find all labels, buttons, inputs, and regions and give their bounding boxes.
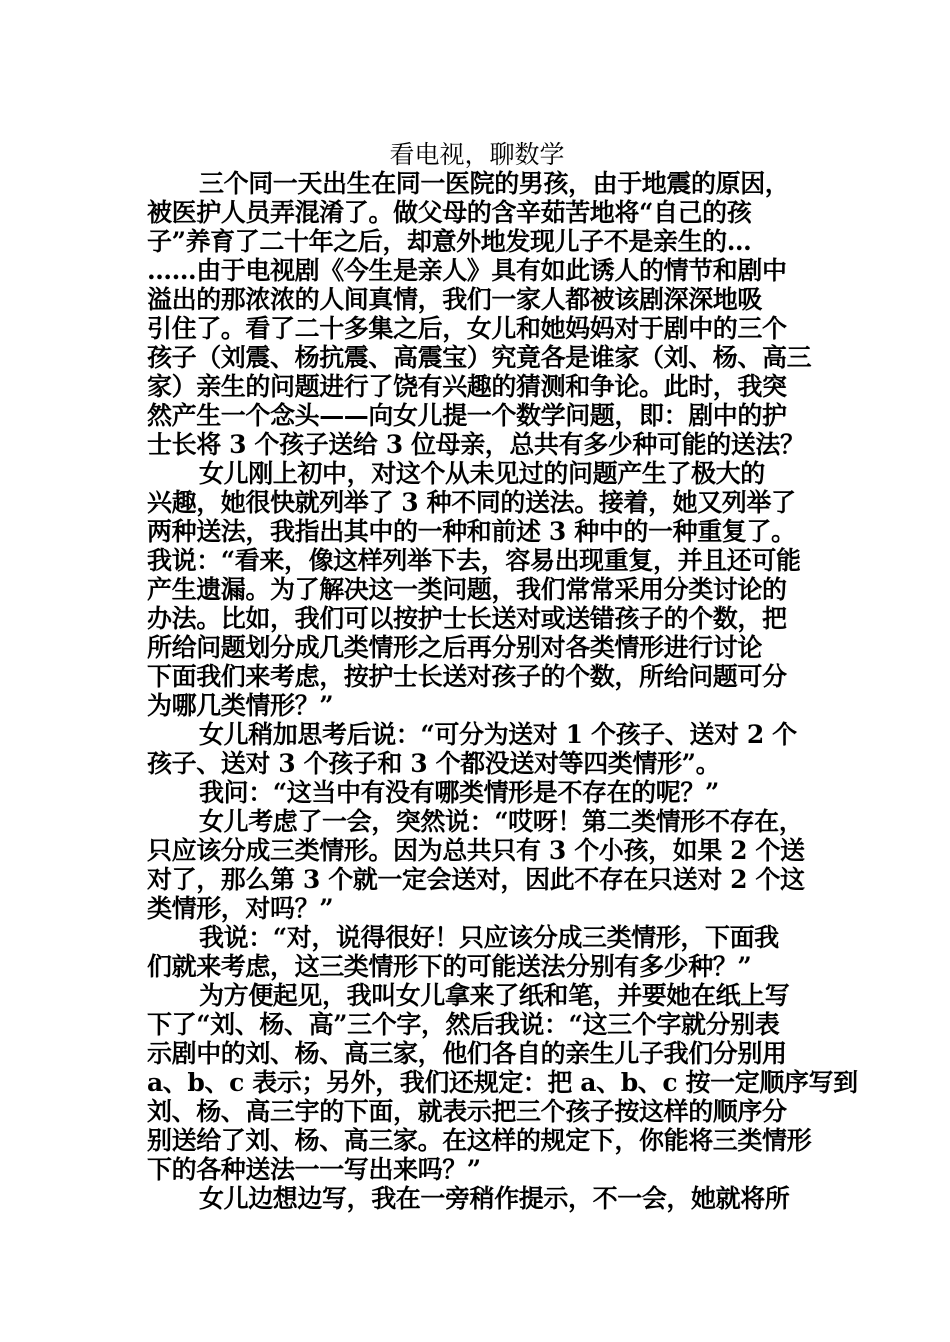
paragraph-line: a、b、c 表示；另外，我们还规定：把 a、b、c 按一定顺序写到 [147, 1068, 858, 1097]
paragraph-line: 下了“刘、杨、高”三个字，然后我说：“这三个字就分别表 [147, 1010, 780, 1039]
paragraph-line: 兴趣，她很快就列举了 3 种不同的送法。接着，她又列举了 [147, 488, 796, 517]
paragraph-line: 两种送法，我指出其中的一种和前述 3 种中的一种重复了。 [147, 517, 796, 546]
paragraph-line: 女儿边想边写，我在一旁稍作提示，不一会，她就将所 [199, 1184, 790, 1213]
paragraph-line: 然产生一个念头——向女儿提一个数学问题，即：剧中的护 [147, 401, 787, 430]
paragraph-line: 刘、杨、高三宇的下面，就表示把三个孩子按这样的顺序分 [147, 1097, 787, 1126]
paragraph-line: 为方便起见，我叫女儿拿来了纸和笔，并要她在纸上写 [199, 981, 790, 1010]
paragraph-line: 示剧中的刘、杨、高三家，他们各自的亲生儿子我们分别用 [147, 1039, 787, 1068]
paragraph-line: 女儿刚上初中，对这个从未见过的问题产生了极大的 [199, 459, 765, 488]
paragraph-line: 女儿稍加思考后说：“可分为送对 1 个孩子、送对 2 个 [199, 720, 797, 749]
paragraph-line: 产生遗漏。为了解决这一类问题，我们常常采用分类讨论的 [147, 575, 787, 604]
paragraph-line: 引住了。看了二十多集之后，女儿和她妈妈对于剧中的三个 [147, 314, 787, 343]
paragraph-line: 三个同一天出生在同一医院的男孩，由于地震的原因， [199, 169, 790, 198]
paragraph-line: 女儿考虑了一会，突然说：“哎呀！第二类情形不存在， [199, 807, 804, 836]
paragraph-line: 我说：“对，说得很好！只应该分成三类情形，下面我 [199, 923, 779, 952]
paragraph-line: 我问：“这当中有没有哪类情形是不存在的呢？” [199, 778, 719, 807]
document-body [147, 140, 858, 1213]
paragraph-line: 下的各种送法一一写出来吗？” [147, 1155, 481, 1184]
paragraph-line: 对了，那么第 3 个就一定会送对，因此不存在只送对 2 个这 [147, 865, 805, 894]
paragraph-line: 下面我们来考虑，按护士长送对孩子的个数，所给问题可分 [147, 662, 787, 691]
paragraph-line: 我说：“看来，像这样列举下去，容易出现重复，并且还可能 [147, 546, 801, 575]
paragraph-line: 子”养育了二十年之后，却意外地发现儿子不是亲生的… [147, 227, 752, 256]
paragraph-line: 办法。比如，我们可以按护士长送对或送错孩子的个数，把 [147, 604, 787, 633]
paragraph-line: 别送给了刘、杨、高三家。在这样的规定下，你能将三类情形 [147, 1126, 812, 1155]
paragraph-line: 被医护人员弄混淆了。做父母的含辛茹苦地将“自己的孩 [147, 198, 752, 227]
paragraph-line: 为哪几类情形？” [147, 691, 334, 720]
paragraph-line: 溢出的那浓浓的人间真情，我们一家人都被该剧深深地吸 [147, 285, 763, 314]
paragraph-line: 只应该分成三类情形。因为总共只有 3 个小孩，如果 2 个送 [147, 836, 805, 865]
document-title: 看电视，聊数学 [389, 140, 565, 169]
paragraph-line: ……由于电视剧《今生是亲人》具有如此诱人的情节和剧中 [147, 256, 787, 285]
paragraph-line: 士长将 3 个孩子送给 3 位母亲，总共有多少种可能的送法？ [147, 430, 805, 459]
paragraph-line: 类情形，对吗？” [147, 894, 334, 923]
paragraph-line: 孩子、送对 3 个孩子和 3 个都没送对等四类情形”。 [147, 749, 721, 778]
paragraph-line: 家）亲生的问题进行了饶有兴趣的猜测和争论。此时，我突 [147, 372, 787, 401]
paragraph-line: 们就来考虑，这三类情形下的可能送法分别有多少种？” [147, 952, 752, 981]
paragraph-line: 孩子（刘震、杨抗震、高震宝）究竟各是谁家（刘、杨、高三 [147, 343, 812, 372]
paragraph-line: 所给问题划分成几类情形之后再分别对各类情形进行讨论 [147, 633, 763, 662]
